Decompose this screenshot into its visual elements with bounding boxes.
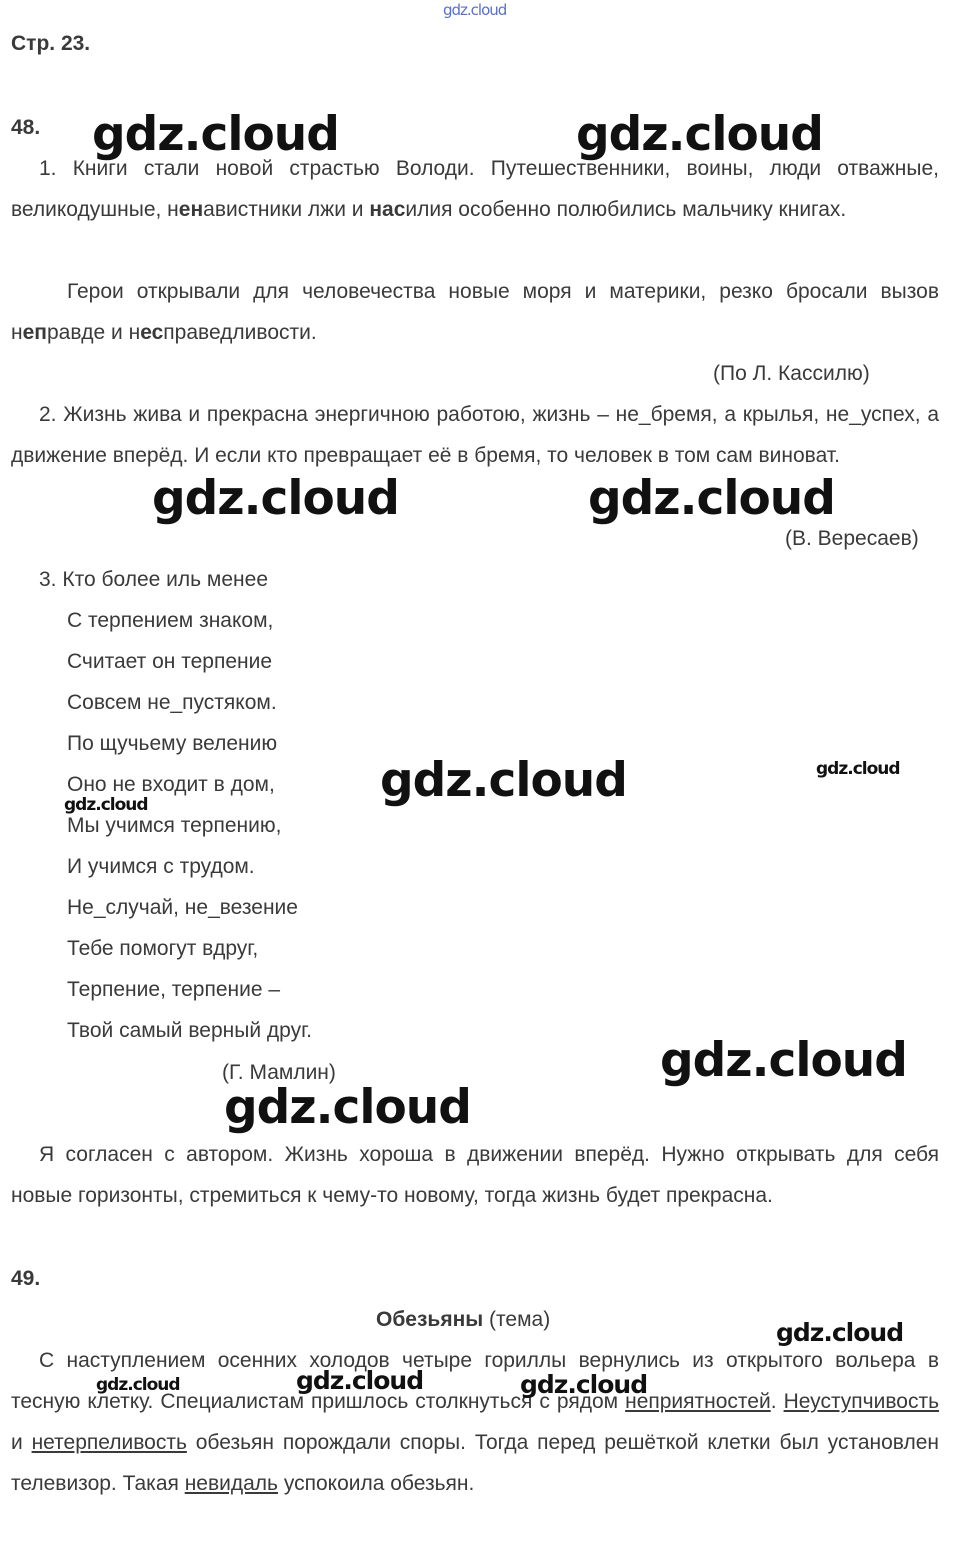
watermark: gdz.cloud <box>576 107 823 162</box>
poem-line: Оно не входит в дом, <box>67 773 275 796</box>
exercise-49-number: 49. <box>11 1267 41 1290</box>
watermark: gdz.cloud <box>816 759 900 779</box>
watermark: gdz.cloud <box>296 1366 424 1395</box>
poem-line: С терпением знаком, <box>67 609 274 632</box>
poem-line: Тебе помогут вдруг, <box>67 937 259 960</box>
ex49-title: Обезьяны (тема) <box>376 1308 551 1331</box>
ex49-text: С наступлением осенних холодов четыре гориллы вернулись из открытого вольера в тесную клетку. Специалистам пришлось столкнуться с рядом неприятностей. Неуступчивость и нетерпеливость обезьян порождали споры. Тогда перед решёткой клетки был установлен телевизор. Такая невидаль успокоила обезьян. <box>11 1349 940 1495</box>
ex48-paragraph-2: Герои открывали для человечества новые моря и материки, резко бросали вызов неправде и несправедливости. <box>11 280 939 344</box>
watermark: gdz.cloud <box>380 753 627 808</box>
author-kassil: (По Л. Кассилю) <box>713 362 870 385</box>
watermark: gdz.cloud <box>92 107 339 162</box>
poem-line: По щучьему велению <box>67 732 278 755</box>
watermark-top: gdz.cloud <box>443 1 507 19</box>
poem-line: Считает он терпение <box>67 650 273 673</box>
watermark: gdz.cloud <box>64 795 148 815</box>
poem-line: 3. Кто более иль менее <box>39 568 269 591</box>
page-label: Стр. 23. <box>11 32 91 55</box>
poem-line: И учимся с трудом. <box>67 855 255 878</box>
author-veresaev: (В. Вересаев) <box>785 527 919 550</box>
ex48-paragraph-1: 1. Книги стали новой страстью Володи. Путешественники, воины, люди отважные, великодушные, ненавистники лжи и насилия особенно полюбились мальчику книгах. <box>11 157 939 221</box>
ex48-paragraph-3: 2. Жизнь жива и прекрасна энергичною работою, жизнь – не_бремя, а крылья, не_успех, а движение вперёд. И если кто превращает её в бремя, то человек в том сам виноват. <box>11 403 939 467</box>
watermark: gdz.cloud <box>224 1080 471 1135</box>
watermark: gdz.cloud <box>96 1375 180 1395</box>
exercise-48-number: 48. <box>11 116 41 139</box>
poem-line: Мы учимся терпению, <box>67 814 282 837</box>
watermark: gdz.cloud <box>776 1318 904 1347</box>
author-mamlin: (Г. Мамлин) <box>222 1061 336 1084</box>
watermark: gdz.cloud <box>520 1370 648 1399</box>
watermark: gdz.cloud <box>588 471 835 526</box>
ex48-opinion: Я согласен с автором. Жизнь хороша в движении вперёд. Нужно открывать для себя новые горизонты, стремиться к чему-то новому, тогда жизнь будет прекрасна. <box>11 1143 939 1207</box>
watermark: gdz.cloud <box>152 471 399 526</box>
poem-line: Не_случай, не_везение <box>67 896 298 919</box>
poem-line: Терпение, терпение – <box>67 978 281 1001</box>
watermark: gdz.cloud <box>660 1033 907 1088</box>
poem-line: Твой самый верный друг. <box>67 1019 313 1042</box>
poem-line: Совсем не_пустяком. <box>67 691 277 714</box>
